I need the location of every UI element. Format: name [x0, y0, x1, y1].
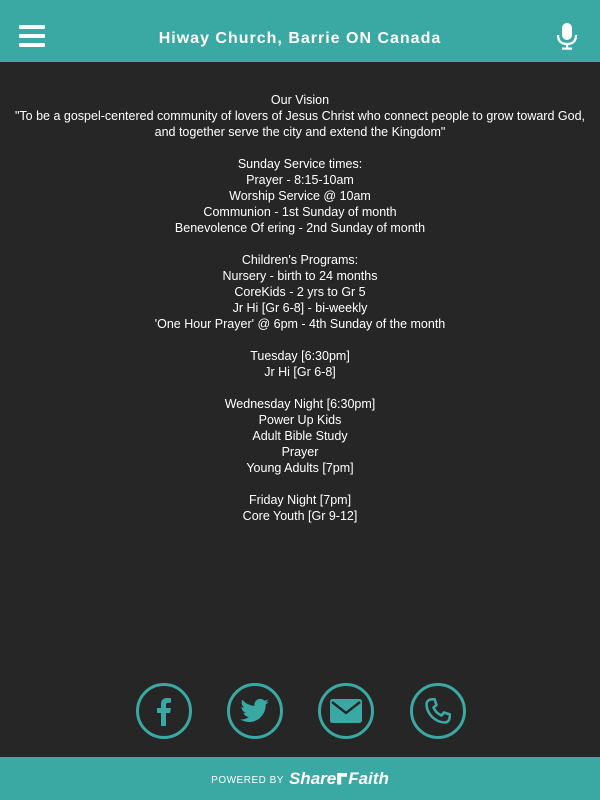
spacer	[0, 332, 600, 348]
info-line: Young Adults [7pm]	[246, 461, 354, 475]
email-icon[interactable]	[318, 683, 374, 739]
info-line: Communion - 1st Sunday of month	[203, 205, 397, 219]
info-line: CoreKids - 2 yrs to Gr 5	[234, 285, 366, 299]
info-line: "To be a gospel-centered community of lovers of Jesus Christ who connect people to grow toward God,	[14, 109, 585, 123]
social-links	[0, 683, 600, 739]
info-line: Friday Night [7pm]	[248, 493, 352, 507]
sharefaith-logo[interactable]	[289, 769, 389, 789]
brand-left: Share	[288, 768, 337, 788]
page-title: Hiway Church, Barrie ON Canada	[158, 30, 442, 47]
info-line: Jr Hi [Gr 6-8]	[264, 365, 336, 379]
powered-by-label: POWERED BY	[211, 774, 284, 786]
spacer	[0, 476, 600, 492]
info-line: Nursery - birth to 24 months	[222, 269, 378, 283]
info-line: Tuesday [6:30pm]	[250, 349, 350, 363]
info-line: Worship Service @ 10am	[229, 189, 371, 203]
info-line: Benevolence Of ering - 2nd Sunday of month	[174, 221, 426, 235]
app-header	[0, 0, 600, 62]
info-line: Adult Bible Study	[252, 429, 348, 443]
spacer	[0, 236, 600, 252]
info-line: and together serve the city and extend the Kingdom"	[154, 125, 446, 139]
info-line: Our Vision	[270, 93, 330, 107]
info-line: 'One Hour Prayer' @ 6pm - 4th Sunday of the month	[154, 317, 446, 331]
info-line: Prayer - 8:15-10am	[246, 173, 354, 187]
twitter-icon[interactable]	[227, 683, 283, 739]
footer	[0, 757, 600, 800]
microphone-icon[interactable]	[556, 23, 578, 50]
spacer	[0, 380, 600, 396]
info-line: Wednesday Night [6:30pm]	[224, 397, 376, 411]
info-line: Prayer	[281, 445, 319, 459]
facebook-icon[interactable]	[136, 683, 192, 739]
brand-right: Faith	[348, 768, 389, 788]
info-line: Power Up Kids	[258, 413, 342, 427]
spacer	[0, 140, 600, 156]
phone-icon[interactable]	[410, 683, 466, 739]
church-info-text	[0, 92, 600, 524]
info-line: Children's Programs:	[241, 253, 359, 267]
info-line: Core Youth [Gr 9-12]	[242, 509, 358, 523]
brand-mark-icon	[337, 773, 347, 785]
info-line: Jr Hi [Gr 6-8] - bi-weekly	[232, 301, 368, 315]
info-line: Sunday Service times:	[237, 157, 363, 171]
